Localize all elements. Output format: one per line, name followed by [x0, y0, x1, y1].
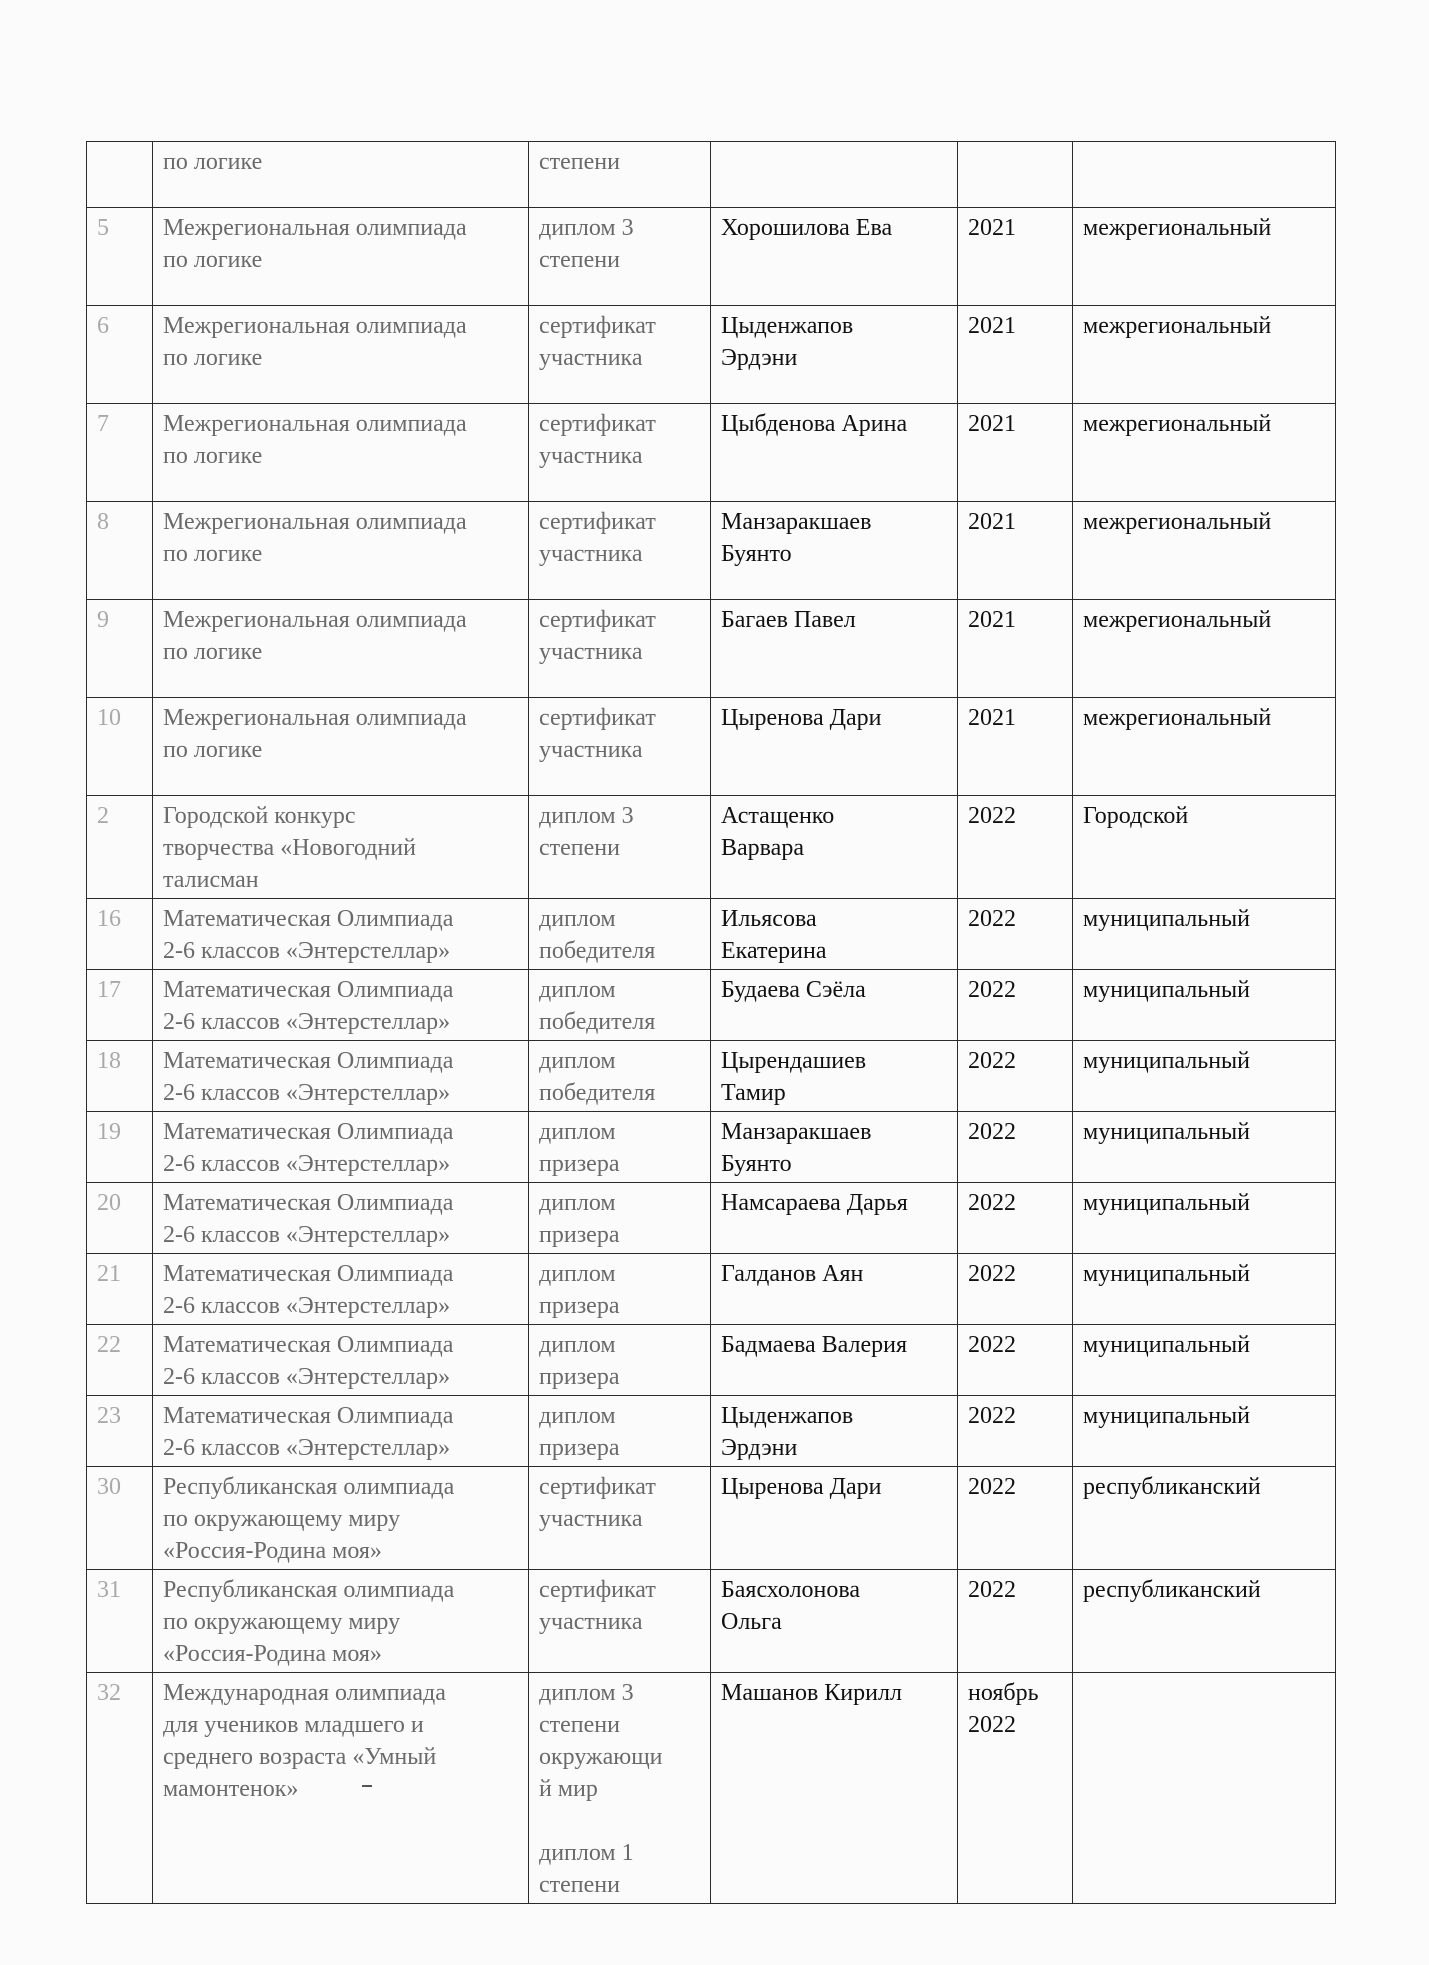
participant-cell-line: Цыренова Дари [721, 705, 882, 731]
award-cell-line [539, 1805, 700, 1837]
award-cell-line: сертификат [539, 607, 656, 633]
level-cell-line: муниципальный [1083, 1190, 1251, 1216]
award-cell [529, 796, 711, 899]
event-cell-line: Межрегиональная олимпиада [163, 509, 467, 535]
level-cell [1073, 142, 1336, 208]
table-row [87, 502, 1336, 600]
event-cell [153, 1325, 529, 1396]
event-cell [153, 1467, 529, 1570]
year-cell [958, 970, 1073, 1041]
event-cell-line: Межрегиональная олимпиада [163, 215, 467, 241]
year-cell [958, 502, 1073, 600]
award-cell [529, 1467, 711, 1570]
participant-cell-line: Цырендашиев [721, 1048, 867, 1074]
participant-cell [711, 698, 958, 796]
level-cell-line [1083, 146, 1325, 178]
award-cell-line: диплом [539, 1261, 616, 1287]
event-cell-line: 2-6 классов «Энтерстеллар» [163, 1080, 451, 1106]
table-row [87, 142, 1336, 208]
year-cell-line: 2022 [968, 906, 1016, 932]
participant-cell-line: Тамир [721, 1080, 786, 1106]
table-row [87, 1467, 1336, 1570]
award-cell-line: участника [539, 345, 643, 371]
event-cell [153, 404, 529, 502]
award-cell-line: диплом [539, 1190, 616, 1216]
award-cell-line: победителя [539, 938, 656, 964]
level-cell [1073, 502, 1336, 600]
award-cell-line: призера [539, 1222, 620, 1248]
event-cell-line: по окружающему миру [163, 1609, 401, 1635]
participant-cell [711, 1325, 958, 1396]
table-row [87, 306, 1336, 404]
year-cell-line: ноябрь [968, 1680, 1039, 1706]
event-cell-line: Межрегиональная олимпиада [163, 607, 467, 633]
event-cell-line: среднего возраста «Умный [163, 1744, 437, 1770]
level-cell [1073, 970, 1336, 1041]
participant-cell [711, 1183, 958, 1254]
level-cell [1073, 1570, 1336, 1673]
award-cell-line: участника [539, 639, 643, 665]
year-cell-line: 2021 [968, 607, 1016, 633]
table-row [87, 1325, 1336, 1396]
year-cell [958, 1570, 1073, 1673]
participant-cell [711, 142, 958, 208]
event-cell-line: Математическая Олимпиада [163, 1332, 454, 1358]
participant-cell [711, 970, 958, 1041]
results-table-body [87, 142, 1336, 1904]
level-cell [1073, 1396, 1336, 1467]
participant-cell-line: Буянто [721, 541, 792, 567]
award-cell [529, 404, 711, 502]
event-cell-line: «Россия-Родина моя» [163, 1538, 382, 1564]
event-cell [153, 142, 529, 208]
award-cell-line: призера [539, 1151, 620, 1177]
event-cell [153, 1041, 529, 1112]
row-number: 31 [87, 1570, 153, 1673]
award-cell-line: сертификат [539, 411, 656, 437]
level-cell [1073, 306, 1336, 404]
year-cell-line: 2022 [968, 1119, 1016, 1145]
table-row [87, 1396, 1336, 1467]
award-cell-line: диплом 3 [539, 215, 634, 241]
level-cell-line: муниципальный [1083, 1403, 1251, 1429]
event-cell-line: Республиканская олимпиада [163, 1474, 455, 1500]
row-number: 2 [87, 796, 153, 899]
participant-cell [711, 1041, 958, 1112]
event-cell-line: Городской конкурс [163, 803, 356, 829]
row-number: 16 [87, 899, 153, 970]
award-cell-line: сертификат [539, 509, 656, 535]
award-cell-line: участника [539, 541, 643, 567]
table-row [87, 796, 1336, 899]
award-cell [529, 899, 711, 970]
table-row [87, 1112, 1336, 1183]
award-cell-line: степени [539, 835, 620, 861]
award-cell [529, 1041, 711, 1112]
participant-cell-line: Варвара [721, 835, 804, 861]
year-cell [958, 142, 1073, 208]
year-cell-line: 2021 [968, 313, 1016, 339]
event-cell-line: Межрегиональная олимпиада [163, 411, 467, 437]
participant-cell [711, 1254, 958, 1325]
award-cell-line: участника [539, 737, 643, 763]
participant-cell [711, 600, 958, 698]
event-cell-line: 2-6 классов «Энтерстеллар» [163, 938, 451, 964]
table-row [87, 698, 1336, 796]
table-row [87, 404, 1336, 502]
level-cell [1073, 1254, 1336, 1325]
award-cell [529, 306, 711, 404]
participant-cell-line: Будаева Сэёла [721, 977, 866, 1003]
table-row [87, 600, 1336, 698]
participant-cell-line: Галданов Аян [721, 1261, 864, 1287]
level-cell-line: муниципальный [1083, 906, 1251, 932]
year-cell-line: 2022 [968, 1332, 1016, 1358]
year-cell [958, 698, 1073, 796]
award-cell-line: победителя [539, 1080, 656, 1106]
level-cell-line: межрегиональный [1083, 411, 1272, 437]
event-cell-line: по логике [163, 639, 263, 665]
participant-cell-line: Эрдэни [721, 345, 798, 371]
award-cell [529, 1673, 711, 1904]
event-cell-line: 2-6 классов «Энтерстеллар» [163, 1222, 451, 1248]
level-cell [1073, 1467, 1336, 1570]
year-cell-line: 2022 [968, 1712, 1016, 1738]
event-cell [153, 1254, 529, 1325]
event-cell [153, 600, 529, 698]
participant-cell [711, 1673, 958, 1904]
participant-cell-line: Баясхолонова [721, 1577, 861, 1603]
participant-cell-line: Ильясова [721, 906, 817, 932]
participant-cell [711, 306, 958, 404]
participant-cell-line: Астащенко [721, 803, 835, 829]
event-cell-line: 2-6 классов «Энтерстеллар» [163, 1364, 451, 1390]
level-cell [1073, 796, 1336, 899]
year-cell [958, 1254, 1073, 1325]
event-cell [153, 1183, 529, 1254]
row-number: 21 [87, 1254, 153, 1325]
award-cell-line: й мир [539, 1776, 598, 1802]
event-cell-line: 2-6 классов «Энтерстеллар» [163, 1009, 451, 1035]
level-cell-line [1083, 1677, 1325, 1709]
year-cell-line: 2022 [968, 1403, 1016, 1429]
table-row [87, 1254, 1336, 1325]
year-cell-line: 2022 [968, 1474, 1016, 1500]
participant-cell-line: Екатерина [721, 938, 827, 964]
row-number: 30 [87, 1467, 153, 1570]
table-row [87, 899, 1336, 970]
year-cell [958, 1396, 1073, 1467]
participant-cell [711, 1467, 958, 1570]
award-cell-line: степени [539, 1712, 620, 1738]
table-row [87, 1183, 1336, 1254]
level-cell-line: межрегиональный [1083, 215, 1272, 241]
event-cell-line: Математическая Олимпиада [163, 906, 454, 932]
participant-cell [711, 502, 958, 600]
award-cell [529, 600, 711, 698]
participant-cell-line: Манзаракшаев [721, 1119, 872, 1145]
year-cell-line: 2022 [968, 1577, 1016, 1603]
event-cell-line: 2-6 классов «Энтерстеллар» [163, 1293, 451, 1319]
year-cell-line: 2022 [968, 977, 1016, 1003]
year-cell [958, 306, 1073, 404]
year-cell [958, 1183, 1073, 1254]
award-cell-line: диплом [539, 1332, 616, 1358]
row-number: 10 [87, 698, 153, 796]
year-cell-line: 2022 [968, 803, 1016, 829]
year-cell [958, 404, 1073, 502]
event-cell-line: по логике [163, 541, 263, 567]
year-cell [958, 1041, 1073, 1112]
row-number: 17 [87, 970, 153, 1041]
event-cell-line: мамонтенок» [163, 1776, 299, 1802]
award-cell-line: диплом 3 [539, 803, 634, 829]
event-cell-line: Республиканская олимпиада [163, 1577, 455, 1603]
award-cell [529, 1112, 711, 1183]
award-cell-line: победителя [539, 1009, 656, 1035]
award-cell [529, 208, 711, 306]
level-cell-line: муниципальный [1083, 977, 1251, 1003]
participant-cell-line: Бадмаева Валерия [721, 1332, 908, 1358]
event-cell-line: 2-6 классов «Энтерстеллар» [163, 1435, 451, 1461]
award-cell-line: сертификат [539, 313, 656, 339]
award-cell-line: участника [539, 1506, 643, 1532]
year-cell-line: 2021 [968, 509, 1016, 535]
level-cell [1073, 1673, 1336, 1904]
event-cell-line: Математическая Олимпиада [163, 1119, 454, 1145]
participant-cell-line: Ольга [721, 1609, 782, 1635]
event-cell-line: Межрегиональная олимпиада [163, 705, 467, 731]
year-cell [958, 1467, 1073, 1570]
level-cell [1073, 698, 1336, 796]
year-cell-line [968, 146, 1062, 178]
level-cell-line: межрегиональный [1083, 313, 1272, 339]
level-cell [1073, 1041, 1336, 1112]
year-cell [958, 1673, 1073, 1904]
level-cell [1073, 899, 1336, 970]
level-cell [1073, 1112, 1336, 1183]
participant-cell [711, 899, 958, 970]
award-cell-line: диплом 3 [539, 1680, 634, 1706]
level-cell [1073, 1183, 1336, 1254]
level-cell [1073, 208, 1336, 306]
event-cell [153, 1673, 529, 1904]
year-cell-line: 2021 [968, 705, 1016, 731]
award-cell [529, 1396, 711, 1467]
award-cell [529, 1570, 711, 1673]
award-cell [529, 1325, 711, 1396]
event-cell-line: «Россия-Родина моя» [163, 1641, 382, 1667]
award-cell-line: диплом [539, 977, 616, 1003]
participant-cell-line: Манзаракшаев [721, 509, 872, 535]
level-cell-line: республиканский [1083, 1474, 1261, 1500]
year-cell-line: 2021 [968, 215, 1016, 241]
event-cell-line: Математическая Олимпиада [163, 1048, 454, 1074]
participant-cell-line: Эрдэни [721, 1435, 798, 1461]
event-cell-line: Математическая Олимпиада [163, 1261, 454, 1287]
level-cell-line: муниципальный [1083, 1048, 1251, 1074]
award-cell-line: участника [539, 1609, 643, 1635]
event-cell-line: Межрегиональная олимпиада [163, 313, 467, 339]
participant-cell [711, 208, 958, 306]
year-cell [958, 600, 1073, 698]
award-cell-line: диплом [539, 906, 616, 932]
participant-cell [711, 1396, 958, 1467]
year-cell-line: 2022 [968, 1190, 1016, 1216]
event-cell-line: по логике [163, 247, 263, 273]
row-number: 22 [87, 1325, 153, 1396]
year-cell-line: 2022 [968, 1261, 1016, 1287]
award-cell-line: диплом [539, 1403, 616, 1429]
year-cell [958, 1112, 1073, 1183]
level-cell-line: межрегиональный [1083, 705, 1272, 731]
award-cell-line: степени [539, 247, 620, 273]
event-cell-line: по логике [163, 149, 263, 175]
row-number: 9 [87, 600, 153, 698]
participant-cell-line: Буянто [721, 1151, 792, 1177]
year-cell [958, 1325, 1073, 1396]
year-cell-line: 2022 [968, 1048, 1016, 1074]
event-cell [153, 1396, 529, 1467]
event-cell [153, 899, 529, 970]
award-cell-line: степени [539, 149, 620, 175]
award-cell-line: диплом [539, 1048, 616, 1074]
event-cell-line: для учеников младшего и [163, 1712, 424, 1738]
award-cell-line: участника [539, 443, 643, 469]
level-cell [1073, 1325, 1336, 1396]
row-number: 18 [87, 1041, 153, 1112]
row-number: 20 [87, 1183, 153, 1254]
award-cell-line: призера [539, 1293, 620, 1319]
participant-cell-line: Хорошилова Ева [721, 215, 893, 241]
row-number: 5 [87, 208, 153, 306]
award-cell [529, 1254, 711, 1325]
award-cell-line: окружающи [539, 1744, 663, 1770]
table-row [87, 1673, 1336, 1904]
award-cell-line: диплом [539, 1119, 616, 1145]
award-cell-line: призера [539, 1364, 620, 1390]
event-cell-line: по логике [163, 443, 263, 469]
event-cell [153, 698, 529, 796]
participant-cell-line: Машанов Кирилл [721, 1680, 902, 1706]
event-cell-line: Международная олимпиада [163, 1680, 446, 1706]
award-cell [529, 698, 711, 796]
table-row [87, 970, 1336, 1041]
participant-cell-line: Цыденжапов [721, 313, 854, 339]
event-cell [153, 796, 529, 899]
participant-cell [711, 1112, 958, 1183]
year-cell [958, 796, 1073, 899]
level-cell-line: муниципальный [1083, 1332, 1251, 1358]
award-cell-line: сертификат [539, 705, 656, 731]
participant-cell-line: Багаев Павел [721, 607, 856, 633]
results-table [86, 141, 1336, 1904]
level-cell [1073, 404, 1336, 502]
event-cell [153, 502, 529, 600]
table-row [87, 208, 1336, 306]
level-cell-line: Городской [1083, 803, 1189, 829]
award-cell-line: степени [539, 1872, 620, 1898]
event-cell-line: Математическая Олимпиада [163, 1403, 454, 1429]
row-number: 32 [87, 1673, 153, 1904]
event-cell [153, 208, 529, 306]
event-cell-line: творчества «Новогодний [163, 835, 416, 861]
table-row [87, 1041, 1336, 1112]
level-cell-line: республиканский [1083, 1577, 1261, 1603]
stray-mark [362, 1785, 372, 1787]
award-cell [529, 142, 711, 208]
event-cell [153, 306, 529, 404]
award-cell [529, 1183, 711, 1254]
award-cell [529, 970, 711, 1041]
award-cell-line: сертификат [539, 1577, 656, 1603]
row-number [87, 142, 153, 208]
row-number: 7 [87, 404, 153, 502]
level-cell-line: муниципальный [1083, 1119, 1251, 1145]
award-cell-line: сертификат [539, 1474, 656, 1500]
event-cell-line: по логике [163, 737, 263, 763]
level-cell-line: муниципальный [1083, 1261, 1251, 1287]
level-cell [1073, 600, 1336, 698]
event-cell-line: по окружающему миру [163, 1506, 401, 1532]
event-cell [153, 1112, 529, 1183]
event-cell-line: Математическая Олимпиада [163, 977, 454, 1003]
event-cell-line: по логике [163, 345, 263, 371]
level-cell-line: межрегиональный [1083, 607, 1272, 633]
year-cell-line: 2021 [968, 411, 1016, 437]
participant-cell-line: Намсараева Дарья [721, 1190, 908, 1216]
event-cell [153, 1570, 529, 1673]
table-row [87, 1570, 1336, 1673]
award-cell-line: диплом 1 [539, 1840, 634, 1866]
participant-cell-line: Цыденжапов [721, 1403, 854, 1429]
event-cell [153, 970, 529, 1041]
year-cell [958, 208, 1073, 306]
row-number: 19 [87, 1112, 153, 1183]
participant-cell-line [721, 146, 947, 178]
row-number: 8 [87, 502, 153, 600]
award-cell [529, 502, 711, 600]
participant-cell [711, 796, 958, 899]
participant-cell-line: Цыренова Дари [721, 1474, 882, 1500]
row-number: 6 [87, 306, 153, 404]
participant-cell [711, 404, 958, 502]
participant-cell-line: Цыбденова Арина [721, 411, 908, 437]
level-cell-line: межрегиональный [1083, 509, 1272, 535]
award-cell-line: призера [539, 1435, 620, 1461]
event-cell-line: 2-6 классов «Энтерстеллар» [163, 1151, 451, 1177]
event-cell-line: Математическая Олимпиада [163, 1190, 454, 1216]
event-cell-line: талисман [163, 867, 259, 893]
participant-cell [711, 1570, 958, 1673]
year-cell [958, 899, 1073, 970]
row-number: 23 [87, 1396, 153, 1467]
